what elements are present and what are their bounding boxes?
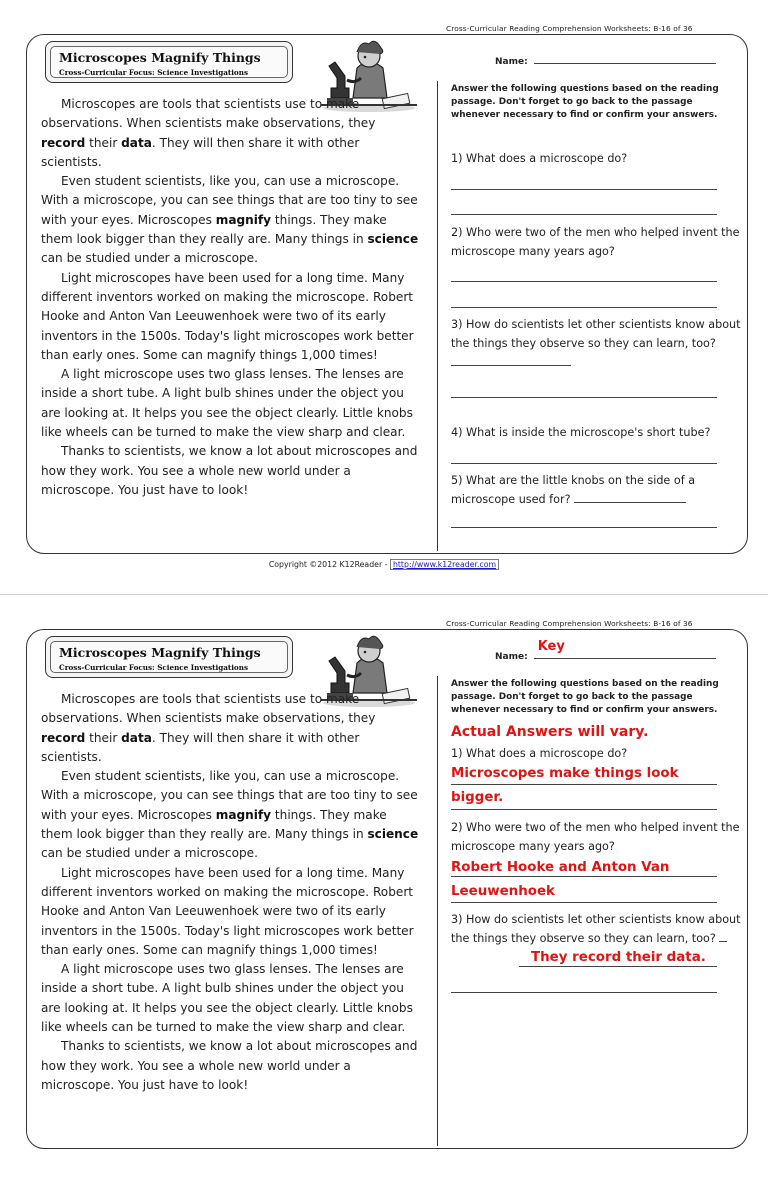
column-divider — [437, 676, 438, 1146]
name-field[interactable]: Name: — [495, 53, 716, 67]
passage-paragraph-3: Light microscopes have been used for a long time. Many different inventors worked on making the microscope. Robert Hooke and Anton Van Leeuwenhoek were two of its early inventors in the 1500s. Today's light microscopes work better than early ones. Some can magnify things 1,000 times! — [41, 270, 414, 362]
question-1: 1) What does a microscope do? — [451, 152, 628, 165]
worksheet-page-2-key — [0, 594, 768, 1189]
answer-line-1b[interactable] — [451, 809, 717, 810]
passage-paragraph-4: A light microscope uses two glass lenses. The lenses are inside a short tube. A light bulb shines under the object you are looking at. It helps you see the object clearly. Little knobs like wheels can be turned to make the view sharp and clear. — [41, 367, 413, 440]
answer-line-1b[interactable] — [451, 214, 717, 215]
instructions: Answer the following questions based on the reading passage. Don't forget to go back to the passage whenever necessary to find or confirm your answers. — [451, 84, 719, 120]
worksheet-subtitle: Cross-Curricular Focus: Science Investigations — [59, 68, 248, 77]
question-3: 3) How do scientists let other scientists know about the things they observe so they can learn, too? — [451, 315, 743, 372]
answer-line-3b[interactable] — [451, 992, 717, 993]
page-header: Cross-Curricular Reading Comprehension Worksheets: B-16 of 36 — [446, 24, 693, 33]
title-box — [45, 41, 293, 83]
passage-paragraph-4: A light microscope uses two glass lenses. The lenses are inside a short tube. A light bulb shines under the object you are looking at. It helps you see the object clearly. Little knobs like wheels can be turned to make the view sharp and clear. — [41, 962, 413, 1035]
title-box — [45, 636, 293, 678]
worksheet-page-1 — [0, 0, 768, 594]
question-4: 4) What is inside the microscope's short tube? — [451, 426, 711, 439]
reading-passage — [41, 690, 421, 1095]
question-2: 2) Who were two of the men who helped invent the microscope many years ago? — [451, 821, 740, 853]
answer-1-line-1: Microscopes make things look — [451, 766, 679, 781]
answers-note: Actual Answers will vary. — [451, 724, 649, 740]
passage-paragraph-1: Microscopes are tools that scientists use to make observations. When scientists make observations, they record their data. They will then share it with other scientists. — [41, 692, 376, 764]
worksheet-frame — [26, 629, 748, 1149]
worksheet-title: Microscopes Magnify Things — [59, 645, 261, 660]
answer-line-2b[interactable] — [451, 307, 717, 308]
worksheet-frame — [26, 34, 748, 554]
answer-line-3b[interactable] — [451, 397, 717, 398]
answer-line-2a[interactable] — [451, 876, 717, 877]
answer-3: They record their data. — [531, 950, 706, 965]
passage-paragraph-2: Even student scientists, like you, can use a microscope. With a microscope, you can see things that are too tiny to see with your eyes. Microscopes magnify things. They make them look bigger than they really are. Many things in science can be studied under a microscope. — [41, 174, 419, 266]
answer-line-4[interactable] — [451, 463, 717, 464]
passage-paragraph-5: Thanks to scientists, we know a lot about microscopes and how they work. You see a whole new world under a microscope. You just have to look! — [41, 444, 418, 497]
answer-line-3a[interactable] — [519, 966, 717, 967]
answer-line-2b[interactable] — [451, 902, 717, 903]
answer-line-1a[interactable] — [451, 784, 717, 785]
worksheet-subtitle: Cross-Curricular Focus: Science Investigations — [59, 663, 248, 672]
answer-1-line-2: bigger. — [451, 790, 504, 805]
question-5: 5) What are the little knobs on the side of a microscope used for? — [451, 474, 696, 506]
answer-line-1a[interactable] — [451, 189, 717, 190]
reading-passage — [41, 95, 421, 500]
column-divider — [437, 81, 438, 551]
passage-paragraph-3: Light microscopes have been used for a long time. Many different inventors worked on making the microscope. Robert Hooke and Anton Van Leeuwenhoek were two of its early inventors in the 1500s. Today's light microscopes work better than early ones. Some can magnify things 1,000 times! — [41, 865, 414, 957]
answer-2-line-2: Leeuwenhoek — [451, 884, 555, 899]
instructions: Answer the following questions based on the reading passage. Don't forget to go back to the passage whenever necessary to find or confirm your answers. — [451, 679, 719, 715]
answer-line-5b[interactable] — [451, 527, 717, 528]
page-header: Cross-Curricular Reading Comprehension Worksheets: B-16 of 36 — [446, 619, 693, 628]
answer-2-line-1: Robert Hooke and Anton Van — [451, 860, 670, 875]
footer-link[interactable]: http://www.k12reader.com — [390, 559, 499, 570]
passage-paragraph-5: Thanks to scientists, we know a lot about microscopes and how they work. You see a whole new world under a microscope. You just have to look! — [41, 1039, 418, 1092]
passage-paragraph-1: Microscopes are tools that scientists use to make observations. When scientists make observations, they record their data. They will then share it with other scientists. — [41, 97, 376, 169]
footer: Copyright ©2012 K12Reader - http://www.k12reader.com — [0, 560, 768, 569]
answer-line-2a[interactable] — [451, 281, 717, 282]
worksheet-title: Microscopes Magnify Things — [59, 50, 261, 65]
question-1: 1) What does a microscope do? — [451, 747, 628, 760]
name-field[interactable]: Name: Key — [495, 648, 716, 662]
question-2: 2) Who were two of the men who helped invent the microscope many years ago? — [451, 226, 740, 258]
question-3: 3) How do scientists let other scientists know about the things they observe so they can learn, too? — [451, 913, 741, 945]
key-label: Key — [537, 639, 565, 654]
passage-paragraph-2: Even student scientists, like you, can use a microscope. With a microscope, you can see things that are too tiny to see with your eyes. Microscopes magnify things. They make them look bigger than they really are. Many things in science can be studied under a microscope. — [41, 769, 419, 861]
